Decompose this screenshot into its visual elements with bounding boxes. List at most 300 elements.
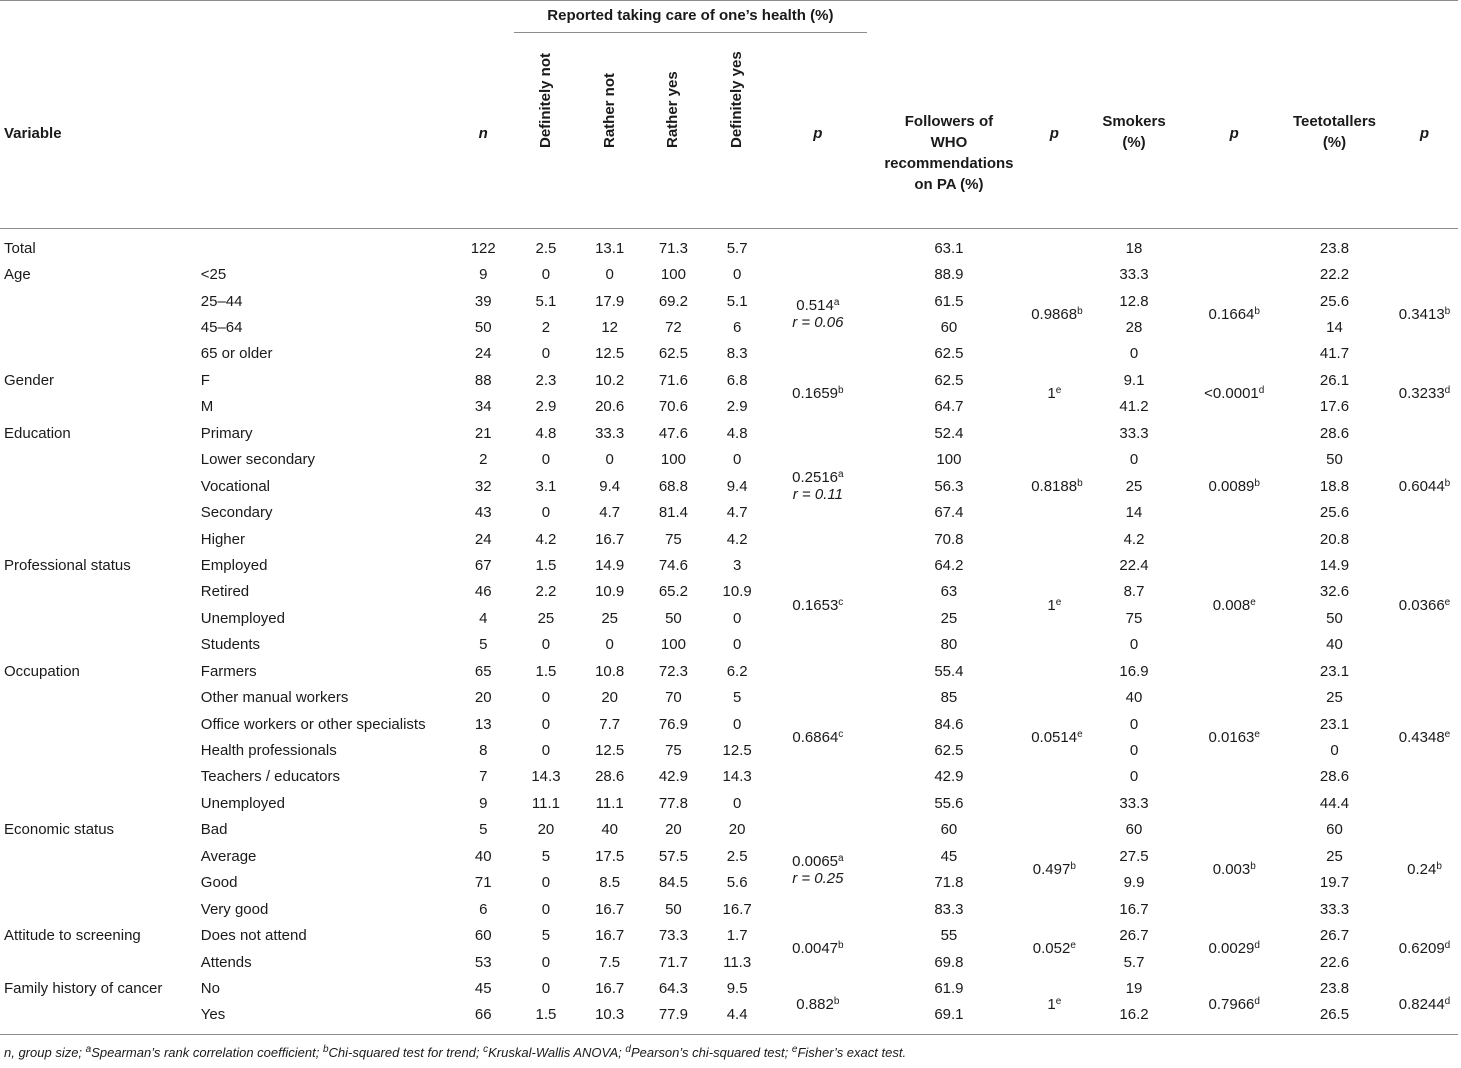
cell-dn: 1.5 — [535, 556, 557, 574]
cell-rn: 8.5 — [599, 874, 621, 892]
cell-rn: 12.5 — [595, 345, 625, 363]
cell-variable: Gender — [4, 371, 55, 389]
cell-teetotallers: 44.4 — [1319, 794, 1350, 812]
cell-category: 45–64 — [200, 319, 243, 337]
cell-dy: 14.3 — [722, 768, 752, 786]
cell-n: 32 — [474, 477, 492, 495]
cell-rn: 16.7 — [595, 530, 625, 548]
cell-ry: 100 — [660, 266, 686, 284]
cell-n: 39 — [474, 292, 492, 310]
cell-teetotallers: 19.7 — [1319, 874, 1350, 892]
cell-dy: 5.6 — [726, 874, 748, 892]
cell-ry: 20 — [665, 821, 682, 839]
cell-dy: 0 — [732, 451, 742, 469]
cell-dn: 0 — [541, 979, 551, 997]
cell-smokers: 75 — [1125, 609, 1143, 627]
cell-dn: 5 — [541, 847, 551, 865]
cell-dn: 0 — [541, 504, 551, 522]
cell-who: 56.3 — [934, 477, 964, 495]
cell-rn: 13.1 — [595, 239, 625, 257]
cell-who: 25 — [940, 609, 958, 627]
cell-dy: 0 — [732, 715, 742, 733]
cell-category: Primary — [200, 424, 253, 442]
cell-variable — [0, 843, 175, 869]
cell-who: 85 — [940, 689, 958, 707]
cell-p-smokers: 0.0029$^d$ — [1208, 940, 1260, 958]
cell-category: Attends — [200, 953, 252, 971]
cell-dy: 11.3 — [723, 953, 752, 971]
cell-variable — [0, 473, 175, 499]
cell-dy: 6 — [732, 319, 742, 337]
cell-ry: 71.7 — [658, 953, 689, 971]
cell-who: 61.9 — [934, 979, 964, 997]
cell-who: 70.8 — [934, 530, 964, 548]
header-teetotallers: Teetotallers (%) — [1278, 39, 1391, 229]
cell-who: 69.1 — [934, 1006, 964, 1024]
cell-smokers: 28 — [1125, 319, 1143, 337]
cell-category: M — [200, 398, 214, 416]
cell-ry: 62.5 — [658, 345, 689, 363]
cell-dy: 9.5 — [726, 979, 748, 997]
cell-teetotallers: 0 — [1330, 742, 1339, 760]
cell-who: 88.9 — [934, 266, 964, 284]
cell-rn: 11.1 — [595, 794, 624, 812]
cell-smokers: 25 — [1125, 477, 1143, 495]
header-rather-not: Rather not — [578, 39, 642, 229]
cell-teetotallers: 14.9 — [1319, 556, 1350, 574]
cell-dn: 0 — [541, 953, 551, 971]
cell-teetotallers: 40 — [1326, 636, 1343, 654]
cell-p-teetotallers: 0.24$^b$ — [1407, 861, 1442, 878]
cell-p-who: 1e — [1047, 596, 1062, 614]
cell-who: 55.6 — [934, 794, 964, 812]
cell-p-who: 0.052e — [1032, 940, 1076, 958]
cell-ry: 84.5 — [658, 874, 689, 892]
cell-who: 62.5 — [934, 345, 964, 363]
cell-variable: Total — [4, 239, 36, 257]
cell-variable — [0, 314, 175, 340]
cell-teetotallers: 50 — [1326, 609, 1343, 627]
cell-teetotallers: 20.8 — [1319, 530, 1350, 548]
cell-category: Does not attend — [200, 927, 307, 945]
cell-who: 80 — [940, 636, 958, 654]
cell-dn: 0 — [541, 266, 551, 284]
cell-smokers: 33.3 — [1119, 794, 1149, 812]
cell-rn: 9.4 — [599, 477, 621, 495]
cell-dy: 6.2 — [726, 662, 748, 680]
cell-who: 60 — [940, 319, 958, 337]
cell-category: Unemployed — [200, 794, 285, 812]
cell-teetotallers: 25 — [1326, 847, 1343, 865]
cell-dy: 6.8 — [726, 371, 748, 389]
cell-p-health: 0.2516$^a$ r = 0.11 — [792, 469, 844, 504]
cell-ry: 69.2 — [658, 292, 689, 310]
cell-ry: 47.6 — [658, 424, 689, 442]
cell-who: 60 — [940, 821, 958, 839]
cell-rn: 17.5 — [595, 847, 625, 865]
cell-smokers: 26.7 — [1119, 927, 1149, 945]
cell-rn: 0 — [605, 451, 614, 469]
cell-p-who: 1e — [1047, 996, 1062, 1014]
cell-teetotallers: 26.5 — [1319, 1006, 1350, 1024]
cell-dn: 1.5 — [535, 1006, 557, 1024]
cell-category: Office workers or other specialists — [200, 715, 426, 733]
cell-who: 55.4 — [934, 662, 964, 680]
cell-smokers: 16.2 — [1119, 1006, 1149, 1024]
cell-dy: 16.7 — [722, 900, 752, 918]
cell-teetotallers: 25.6 — [1319, 504, 1350, 522]
cell-dy: 4.4 — [726, 1006, 748, 1024]
cell-dy: 2.5 — [726, 847, 748, 865]
cell-smokers: 33.3 — [1119, 424, 1149, 442]
cell-category: <25 — [200, 266, 227, 284]
cell-teetotallers: 17.6 — [1319, 398, 1350, 416]
cell-dy: 0 — [732, 794, 742, 812]
cell-category: Unemployed — [200, 609, 285, 627]
cell-p-smokers: 0.0163e — [1208, 728, 1260, 746]
cell-smokers: 9.9 — [1123, 874, 1145, 892]
cell-n: 8 — [479, 742, 488, 760]
cell-dy: 8.3 — [726, 345, 748, 363]
cell-teetotallers: 23.8 — [1319, 979, 1350, 997]
cell-variable — [0, 447, 175, 473]
cell-ry: 72 — [665, 319, 682, 337]
cell-variable — [0, 394, 175, 420]
cell-category: Higher — [200, 530, 245, 548]
cell-who: 55 — [940, 927, 958, 945]
cell-dy: 3 — [732, 556, 742, 574]
cell-rn: 17.9 — [595, 292, 625, 310]
cell-dy: 9.4 — [726, 477, 748, 495]
cell-dn: 2 — [541, 319, 551, 337]
cell-p-who: 1e — [1047, 385, 1062, 403]
cell-rn: 33.3 — [595, 424, 625, 442]
cell-category: Vocational — [200, 477, 271, 495]
cell-category: Other manual workers — [200, 689, 349, 707]
cell-variable — [0, 684, 175, 710]
header-definitely-yes: Definitely yes — [705, 39, 769, 229]
cell-dn: 5.1 — [535, 292, 557, 310]
cell-dy: 0 — [732, 609, 742, 627]
cell-p-health: 0.882$^b$ — [796, 996, 840, 1014]
cell-teetotallers: 33.3 — [1319, 900, 1350, 918]
cell-ry: 74.6 — [658, 556, 689, 574]
cell-dy: 0 — [732, 266, 742, 284]
cell-p-smokers: 0.7966$^d$ — [1208, 996, 1260, 1014]
cell-teetotallers: 32.6 — [1319, 583, 1350, 601]
cell-n: 5 — [479, 636, 488, 654]
cell-variable — [0, 949, 175, 975]
cell-dn: 3.1 — [535, 477, 557, 495]
cell-p-smokers: 0.003$^b$ — [1212, 861, 1256, 878]
cell-teetotallers: 23.1 — [1319, 715, 1350, 733]
cell-p-health: 0.6864$^c$ — [792, 728, 844, 746]
table-row — [0, 261, 1458, 287]
cell-teetotallers: 41.7 — [1319, 345, 1350, 363]
cell-dn: 2.3 — [535, 371, 557, 389]
cell-ry: 77.8 — [658, 794, 689, 812]
cell-category: Very good — [200, 900, 269, 918]
cell-smokers: 0 — [1129, 715, 1139, 733]
cell-smokers: 12.8 — [1119, 292, 1149, 310]
cell-smokers: 0 — [1129, 742, 1139, 760]
cell-p-who: 0.0514e — [1031, 728, 1083, 746]
cell-smokers: 8.7 — [1123, 583, 1145, 601]
cell-dn: 2.2 — [535, 583, 557, 601]
cell-category — [175, 229, 453, 262]
cell-ry: 70.6 — [658, 398, 689, 416]
cell-rn: 40 — [601, 821, 619, 839]
cell-variable: Professional status — [4, 556, 131, 574]
cell-smokers: 40 — [1125, 689, 1143, 707]
cell-p-who: 0.8188$^b$ — [1031, 477, 1083, 495]
cell-rn: 20.6 — [595, 398, 625, 416]
cell-ry: 57.5 — [658, 847, 689, 865]
cell-rn: 20 — [601, 689, 619, 707]
cell-who: 71.8 — [934, 874, 964, 892]
cell-smokers: 4.2 — [1123, 530, 1145, 548]
header-rather-yes: Rather yes — [642, 39, 706, 229]
cell-ry: 81.4 — [658, 504, 689, 522]
cell-rn: 10.3 — [595, 1006, 625, 1024]
cell-n: 88 — [474, 371, 492, 389]
header-smokers: Smokers (%) — [1077, 39, 1190, 229]
cell-n: 43 — [474, 504, 492, 522]
cell-p-teetotallers: 0.6044$^b$ — [1398, 477, 1451, 495]
cell-ry: 71.3 — [658, 239, 689, 257]
cell-dy: 4.7 — [726, 504, 748, 522]
cell-rn: 10.8 — [595, 662, 625, 680]
cell-dn: 2.9 — [535, 398, 557, 416]
cell-teetotallers: 28.6 — [1319, 768, 1350, 786]
cell-n: 122 — [470, 239, 496, 257]
cell-dn: 25 — [537, 609, 555, 627]
cell-p-teetotallers: 0.3413$^b$ — [1398, 305, 1451, 323]
cell-dn: 0 — [541, 689, 551, 707]
cell-p-teetotallers: 0.4348e — [1398, 728, 1451, 746]
cell-n: 34 — [474, 398, 492, 416]
header-p-who: p — [1031, 39, 1077, 229]
cell-ry: 71.6 — [658, 371, 689, 389]
cell-variable — [0, 711, 175, 737]
header-n: n — [452, 39, 514, 229]
table-row — [0, 817, 1458, 843]
cell-who: 64.2 — [934, 556, 964, 574]
cell-dy: 5 — [732, 689, 742, 707]
table-row — [0, 420, 1458, 446]
cell-who: 45 — [940, 847, 958, 865]
cell-teetotallers: 26.1 — [1319, 371, 1350, 389]
cell-smokers: 33.3 — [1119, 266, 1149, 284]
cell-n: 20 — [474, 689, 492, 707]
cell-dn: 2.5 — [535, 239, 557, 257]
cell-variable: Age — [4, 266, 31, 284]
cell-ry: 42.9 — [658, 768, 689, 786]
cell-dy: 0 — [732, 636, 742, 654]
cell-n: 2 — [479, 451, 488, 469]
cell-variable — [0, 288, 175, 314]
cell-who: 62.5 — [934, 371, 964, 389]
cell-who: 61.5 — [934, 292, 964, 310]
table-row — [0, 922, 1458, 948]
cell-dy: 5.1 — [726, 292, 748, 310]
cell-who: 84.6 — [934, 715, 964, 733]
cell-n: 6 — [479, 900, 488, 918]
cell-n: 46 — [474, 583, 492, 601]
cell-variable — [0, 1002, 175, 1034]
cell-teetotallers: 14 — [1326, 319, 1343, 337]
cell-variable — [0, 790, 175, 816]
cell-dy: 5.7 — [726, 239, 748, 257]
cell-variable — [0, 579, 175, 605]
cell-teetotallers: 25 — [1326, 689, 1343, 707]
cell-dn: 11.1 — [531, 794, 560, 812]
cell-p-smokers: 0.008e — [1212, 596, 1256, 614]
cell-smokers: 9.1 — [1123, 371, 1145, 389]
cell-variable — [0, 870, 175, 896]
cell-n: 67 — [474, 556, 492, 574]
cell-category: 25–44 — [200, 292, 243, 310]
cell-teetotallers: 22.6 — [1319, 953, 1350, 971]
cell-n: 53 — [474, 953, 492, 971]
cell-rn: 28.6 — [595, 768, 625, 786]
cell-variable: Education — [4, 424, 71, 442]
cell-n: 9 — [479, 266, 488, 284]
cell-rn: 7.5 — [599, 953, 621, 971]
cell-variable — [0, 632, 175, 658]
cell-variable — [0, 499, 175, 525]
cell-p-smokers: 0.1664$^b$ — [1208, 305, 1260, 323]
header-p-smokers: p — [1191, 39, 1278, 229]
cell-who: 100 — [936, 451, 962, 469]
cell-smokers: 18 — [1125, 239, 1143, 257]
cell-category: Farmers — [200, 662, 257, 680]
cell-rn: 14.9 — [595, 556, 625, 574]
cell-variable: Occupation — [4, 662, 80, 680]
cell-ry: 50 — [665, 900, 682, 918]
table-row — [0, 975, 1458, 1001]
cell-ry: 76.9 — [658, 715, 689, 733]
cell-ry: 100 — [660, 636, 686, 654]
cell-dn: 0 — [541, 874, 551, 892]
cell-smokers: 0 — [1129, 636, 1139, 654]
cell-category: 65 or older — [200, 345, 273, 363]
cell-p-smokers: 0.0089$^b$ — [1208, 477, 1260, 495]
cell-teetotallers: 50 — [1326, 451, 1343, 469]
cell-n: 5 — [479, 821, 488, 839]
header-definitely-not: Definitely not — [514, 39, 578, 229]
table-row — [0, 552, 1458, 578]
cell-who: 62.5 — [934, 742, 964, 760]
cell-p-health: 0.1659$^b$ — [792, 385, 844, 403]
cell-who: 67.4 — [934, 504, 964, 522]
cell-category: Lower secondary — [200, 451, 316, 469]
table-footnote: n, group size; $^a$Spearman’s rank correlation coefficient; $^b$Chi-squared test for trend; $^c$Kruskal-Wallis ANOVA; $^d$Pearson’s chi-squared test; $^e$Fisher’s exact test. — [4, 1044, 907, 1061]
cell-ry: 72.3 — [658, 662, 689, 680]
cell-smokers: 16.9 — [1119, 662, 1149, 680]
cell-teetotallers: 60 — [1326, 821, 1343, 839]
cell-smokers: 60 — [1125, 821, 1143, 839]
cell-p-teetotallers: 0.0366e — [1398, 596, 1451, 614]
cell-category: Teachers / educators — [200, 768, 341, 786]
cell-p-health: 0.1653$^c$ — [792, 596, 844, 614]
cell-n: 7 — [479, 768, 488, 786]
cell-ry: 100 — [660, 451, 686, 469]
cell-ry: 75 — [665, 530, 682, 548]
cell-smokers: 41.2 — [1119, 398, 1149, 416]
cell-n: 66 — [474, 1006, 492, 1024]
cell-p-health: 0.0065$^a$ r = 0.25 — [792, 852, 844, 887]
cell-who: 42.9 — [934, 768, 964, 786]
cell-rn: 10.2 — [595, 371, 625, 389]
cell-n: 24 — [474, 530, 492, 548]
cell-teetotallers: 18.8 — [1319, 477, 1350, 495]
cell-dn: 1.5 — [535, 662, 557, 680]
cell-rn: 12.5 — [595, 742, 625, 760]
header-who: Followers of WHO recommendations on PA (%) — [867, 39, 1032, 229]
cell-rn: 0 — [605, 266, 614, 284]
cell-category: Yes — [200, 1006, 226, 1024]
cell-smokers: 5.7 — [1123, 953, 1145, 971]
cell-dy: 4.8 — [726, 424, 748, 442]
cell-variable — [0, 526, 175, 552]
cell-dn: 4.8 — [535, 424, 557, 442]
cell-n: 21 — [474, 424, 492, 442]
cell-variable — [0, 764, 175, 790]
cell-variable — [0, 341, 175, 367]
cell-ry: 73.3 — [658, 927, 689, 945]
cell-dn: 0 — [541, 345, 551, 363]
cell-category: Bad — [200, 821, 228, 839]
table-row — [0, 658, 1458, 684]
cell-p-who: 0.9868$^b$ — [1031, 305, 1083, 323]
cell-category: Students — [200, 636, 260, 654]
cell-who: 69.8 — [934, 953, 964, 971]
cell-n: 71 — [474, 874, 492, 892]
cell-smokers: 22.4 — [1119, 556, 1149, 574]
cell-n: 9 — [479, 794, 488, 812]
cell-rn: 16.7 — [595, 900, 625, 918]
cell-ry: 68.8 — [658, 477, 689, 495]
cell-ry: 75 — [665, 742, 682, 760]
header-variable: Variable — [0, 39, 452, 229]
table-row — [0, 367, 1458, 393]
cell-who: 63 — [940, 583, 958, 601]
cell-p-teetotallers: 0.3233$^d$ — [1398, 385, 1451, 403]
cell-rn: 12 — [601, 319, 619, 337]
cell-p-teetotallers: 0.6209$^d$ — [1398, 940, 1451, 958]
cell-teetotallers: 25.6 — [1319, 292, 1350, 310]
cell-category: No — [200, 979, 220, 997]
cell-who: 83.3 — [934, 900, 964, 918]
cell-dn: 0 — [541, 451, 551, 469]
cell-variable: Economic status — [4, 821, 115, 839]
cell-n: 45 — [474, 979, 492, 997]
cell-n: 4 — [479, 609, 488, 627]
cell-smokers: 14 — [1125, 504, 1143, 522]
cell-p-smokers: <0.0001$^d$ — [1204, 385, 1265, 403]
cell-smokers: 27.5 — [1119, 847, 1149, 865]
cell-smokers: 0 — [1129, 768, 1139, 786]
cell-rn: 16.7 — [595, 927, 625, 945]
cell-dn: 0 — [541, 742, 551, 760]
cell-dn: 5 — [541, 927, 551, 945]
cell-p-teetotallers: 0.8244$^d$ — [1398, 996, 1451, 1014]
cell-ry: 65.2 — [658, 583, 689, 601]
cell-rn: 4.7 — [599, 504, 621, 522]
header-p-teetotallers: p — [1391, 39, 1458, 229]
cell-dn: 0 — [541, 900, 551, 918]
